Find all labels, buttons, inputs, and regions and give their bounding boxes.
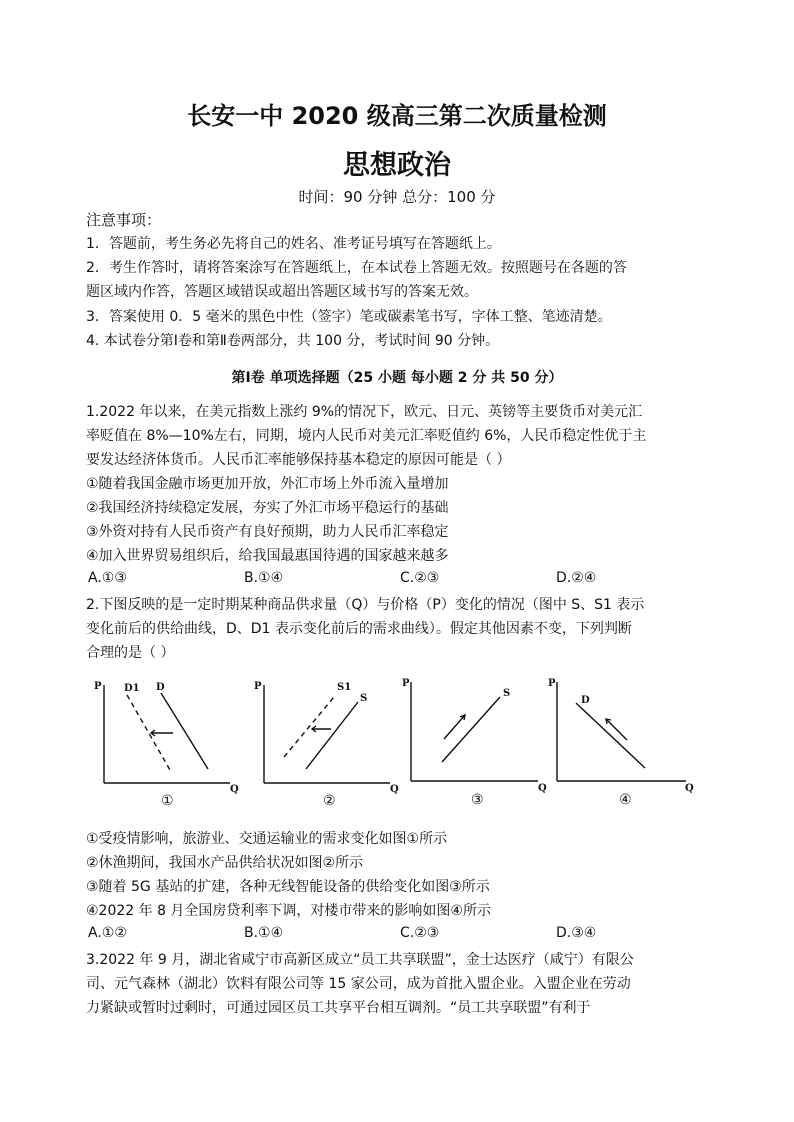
axis-p-label: P — [402, 678, 410, 689]
q1-option-a: A.①③ — [88, 570, 127, 586]
q1-line: ④加入世界贸易组织后，给我国最惠国待遇的国家越来越多 — [86, 548, 449, 564]
notice-item: 1．答题前，考生务必先将自己的姓名、准考证号填写在答题纸上。 — [86, 236, 501, 252]
graph-caption: ① — [161, 793, 174, 809]
subject-title: 思想政治 — [343, 150, 451, 181]
q3-line: 司、元气森林（湖北）饮料有限公司等 15 家公司，成为首批入盟企业。入盟企业在劳动 — [86, 976, 631, 992]
notice-heading: 注意事项： — [86, 211, 162, 229]
q2-statement: ②休渔期间，我国水产品供给状况如图②所示 — [86, 855, 364, 871]
q2-statement: ④2022 年 8 月全国房贷利率下调，对楼市带来的影响如图④所示 — [86, 903, 491, 919]
q3-line: 力紧缺或暂时过剩时，可通过园区员工共享平台相互调剂。“员工共享联盟”有利于 — [86, 1000, 591, 1016]
curve-label: D1 — [124, 683, 140, 694]
graph-caption: ② — [323, 793, 336, 809]
notice-item: 题区域内作答，答题区域错误或超出答题区域书写的答案无效。 — [86, 284, 478, 300]
q1-option-d: D.②④ — [556, 570, 597, 586]
notice-item: 2．考生作答时，请将答案涂写在答题纸上，在本试卷上答题无效。按照题号在各题的答 — [86, 260, 627, 276]
axis-p-label: P — [94, 681, 102, 692]
curve-label: S — [360, 693, 368, 704]
axis-q-label: Q — [390, 784, 399, 795]
q2-option-b: B.①④ — [244, 925, 284, 941]
q1-line: 要发达经济体货币。人民币汇率能够保持基本稳定的原因可能是（ ） — [86, 452, 511, 468]
curve-label: S — [503, 688, 511, 699]
graph-3 — [411, 682, 538, 781]
axis-q-label: Q — [230, 784, 239, 795]
graph-4 — [557, 682, 686, 781]
q2-statement: ①受疫情影响，旅游业、交通运输业的需求变化如图①所示 — [86, 831, 448, 847]
axis-q-label: Q — [685, 783, 694, 794]
q1-line: ②我国经济持续稳定发展，夯实了外汇市场平稳运行的基础 — [86, 500, 449, 516]
q2-option-a: A.①② — [88, 925, 127, 941]
q2-option-d: D.③④ — [556, 925, 597, 941]
q2-option-c: C.②③ — [400, 925, 440, 941]
curve-label: S1 — [337, 682, 352, 693]
graph-2 — [264, 685, 390, 783]
q1-option-c: C.②③ — [400, 570, 440, 586]
axis-p-label: P — [254, 681, 262, 692]
curve-label: D — [581, 695, 590, 706]
q1-option-b: B.①④ — [244, 570, 284, 586]
section-title: 第Ⅰ卷 单项选择题（25 小题 每小题 2 分 共 50 分） — [231, 370, 563, 386]
notice-item: 4. 本试卷分第Ⅰ卷和第Ⅱ卷两部分，共 100 分，考试时间 90 分钟。 — [86, 333, 500, 349]
axis-p-label: P — [548, 678, 556, 689]
q2-line: 2.下图反映的是一定时期某种商品供求量（Q）与价格（P）变化的情况（图中 S、S1 表示 — [86, 597, 645, 613]
q1-line: ③外资对持有人民币资产有良好预期，助力人民币汇率稳定 — [86, 524, 449, 540]
q1-line: ①随着我国金融市场更加开放，外汇市场上外币流入量增加 — [86, 476, 449, 492]
q1-line: 率贬值在 8%—10%左右，同期，境内人民币对美元汇率贬值约 6%，人民币稳定性优于主 — [86, 428, 647, 444]
q2-statement: ③随着 5G 基站的扩建，各种无线智能设备的供给变化如图③所示 — [86, 879, 490, 895]
graph-caption: ③ — [471, 792, 484, 808]
curve-label: D — [156, 682, 165, 693]
notice-item: 3．答案使用 0．5 毫米的黑色中性（签字）笔或碳素笔书写，字体工整、笔迹清楚。 — [86, 309, 612, 325]
exam-meta: 时间：90 分钟 总分：100 分 — [298, 188, 496, 206]
q2-line: 合理的是（ ） — [86, 645, 175, 661]
graph-caption: ④ — [619, 792, 632, 808]
exam-title: 长安一中 2020 级高三第二次质量检测 — [187, 102, 607, 130]
graph-1 — [104, 685, 230, 783]
q3-line: 3.2022 年 9 月，湖北省咸宁市高新区成立“员工共享联盟”，金士达医疗（咸宁）有限公 — [86, 952, 634, 968]
q1-line: 1.2022 年以来，在美元指数上涨约 9%的情况下，欧元、日元、英镑等主要货币对美元汇 — [86, 404, 643, 420]
axis-q-label: Q — [538, 783, 547, 794]
q2-line: 变化前后的供给曲线，D、D1 表示变化前后的需求曲线）。假定其他因素不变，下列判断 — [86, 621, 632, 637]
supply-demand-graphs — [0, 670, 794, 820]
